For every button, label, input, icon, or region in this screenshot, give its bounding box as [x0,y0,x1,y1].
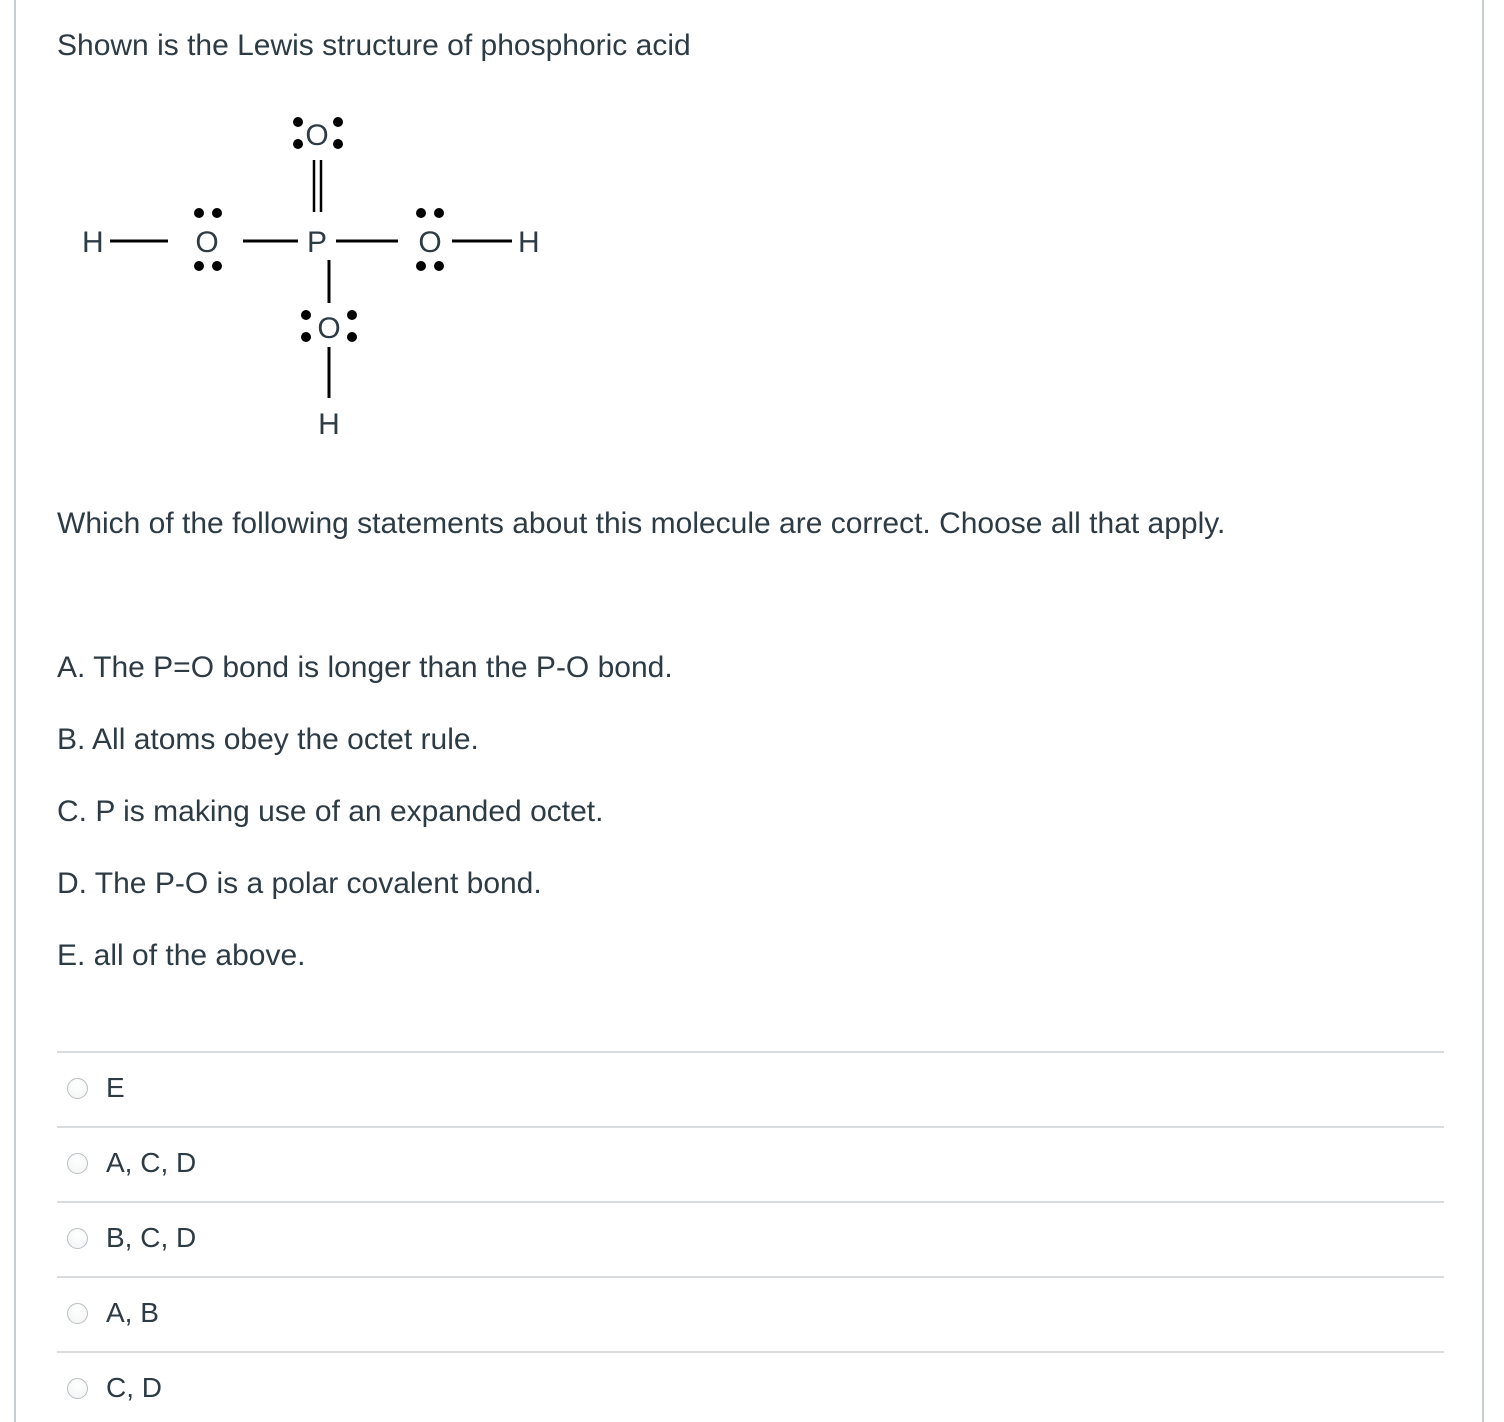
answer-option[interactable] [57,1126,1444,1201]
answer-option[interactable] [57,1201,1444,1276]
answer-option[interactable] [57,1051,1444,1126]
answer-option[interactable] [57,1351,1444,1422]
atom-o-bottom: O [317,312,341,345]
statement-e: E. all of the above. [57,939,306,972]
answer-label: A, B [106,1297,159,1328]
radio-button[interactable] [67,1153,88,1174]
answer-label: B, C, D [106,1222,197,1253]
double-bond-p-o [314,160,321,212]
radio-button[interactable] [67,1228,88,1249]
statement-a: A. The P=O bond is longer than the P-O bond. [57,651,673,684]
statement-b: B. All atoms obey the octet rule. [57,723,479,756]
statement-c: C. P is making use of an expanded octet. [57,795,604,828]
question-intro: Shown is the Lewis structure of phosphoric acid [57,29,691,62]
atom-o-right: O [418,226,442,259]
radio-button[interactable] [67,1078,88,1099]
answer-option[interactable] [57,1276,1444,1351]
radio-button[interactable] [67,1378,88,1399]
answer-label: E [106,1072,125,1103]
question-prompt: Which of the following statements about this molecule are correct. Choose all that apply. [57,507,1226,540]
atom-o-left: O [195,226,219,259]
lewis-structure-diagram [70,100,570,450]
answer-label: C, D [106,1372,162,1403]
answer-list [57,1051,1444,1422]
atom-o-top: O [305,119,329,152]
statement-d: D. The P-O is a polar covalent bond. [57,867,542,900]
atom-h-bottom: H [318,408,340,441]
atom-p: P [306,226,328,259]
atom-h-right: H [518,226,540,259]
radio-button[interactable] [67,1303,88,1324]
atom-h-left: H [82,226,104,259]
answer-label: A, C, D [106,1147,197,1178]
